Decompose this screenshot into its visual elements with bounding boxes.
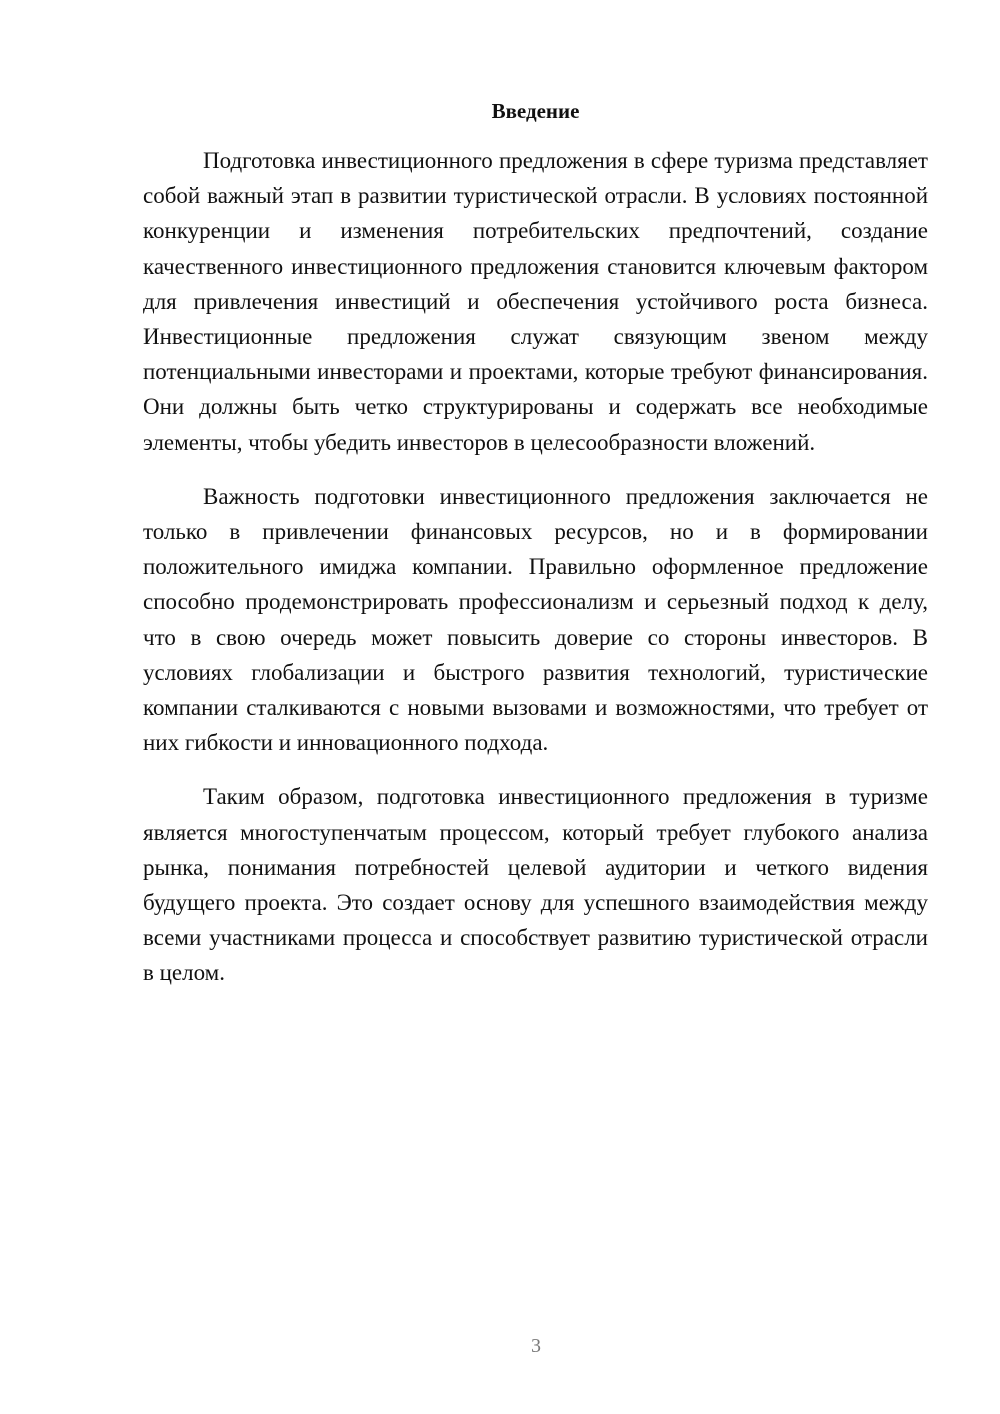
document-body (143, 143, 928, 1010)
section-heading: Введение (491, 99, 580, 123)
paragraph: Важность подготовки инвестиционного предложения заключается не только в привлечении финансовых ресурсов, но и в формировании положительного имиджа компании. Правильно оформленное предложение способно продемонстрировать профессионализм и серьезный подход к делу, что в свою очередь может повысить доверие со стороны инвесторов. В условиях глобализации и быстрого развития технологий, туристические компании сталкиваются с новыми вызовами и возможностями, что требует от них гибкости и инновационного подхода. (143, 483, 928, 756)
paragraph: Таким образом, подготовка инвестиционного предложения в туризме является многоступенчатым процессом, который требует глубокого анализа рынка, понимания потребностей целевой аудитории и четкого видения будущего проекта. Это создает основу для успешного взаимодействия между всеми участниками процесса и способствует развитию туристической отрасли в целом. (143, 784, 928, 986)
paragraph: Подготовка инвестиционного предложения в сфере туризма представляет собой важный этап в развитии туристической отрасли. В условиях постоянной конкуренции и изменения потребительских предпочтений, создание качественного инвестиционного предложения становится ключевым фактором для привлечения инвестиций и обеспечения устойчивого роста бизнеса. Инвестиционные предложения служат связующим звеном между потенциальными инвесторами и проектами, которые требуют финансирования. Они должны быть четко структурированы и содержать все необходимые элементы, чтобы убедить инвесторов в целесообразности вложений. (143, 148, 928, 455)
page-number: 3 (531, 1335, 541, 1357)
